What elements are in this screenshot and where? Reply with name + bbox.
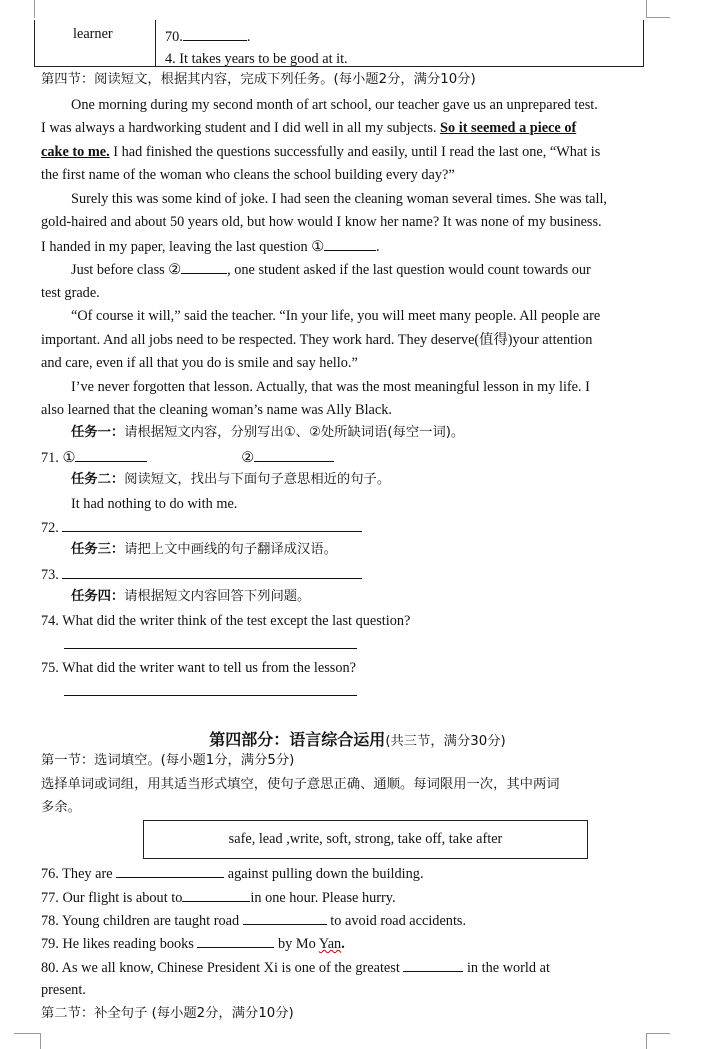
question-78: 78. Young children are taught road to avoid road accidents.	[41, 910, 466, 931]
crop-mark	[646, 0, 647, 18]
answer-blank[interactable]	[243, 910, 327, 925]
task-4-instruction: 任务四：请根据短文内容回答下列问题。	[71, 589, 311, 604]
crop-mark	[40, 1033, 41, 1049]
question-79: 79. He likes reading books by Mo Yan.	[41, 933, 345, 954]
part-4-title: 第四部分：语言综合运用(共三节，满分30分)	[209, 730, 506, 749]
answer-blank[interactable]	[75, 447, 147, 462]
answer-blank[interactable]	[183, 26, 247, 41]
crop-mark	[646, 17, 670, 18]
question-72: 72.	[41, 517, 362, 538]
question-73: 73.	[41, 564, 362, 585]
passage-line: gold-haired and about 50 years old, but how would I know her name? It was none of my business.	[41, 214, 602, 230]
passage-line: I’ve never forgotten that lesson. Actually, that was the most meaningful lesson in my life. I	[71, 379, 590, 395]
table-cell-right	[165, 26, 348, 70]
passage-line: “Of course it will,” said the teacher. “In your life, you will meet many people. All people are	[71, 308, 601, 324]
question-70: 70. .	[165, 26, 348, 48]
section-header: 第四节：阅读短文，根据其内容，完成下列任务。(每小题2分，满分10分)	[41, 72, 476, 87]
table-item-4: 4. It takes years to be good at it.	[165, 51, 348, 67]
crop-mark	[646, 1033, 670, 1034]
task-2-sentence: It had nothing to do with me.	[71, 496, 238, 512]
passage-blank-2	[181, 259, 227, 274]
section-2-header: 第二节：补全句子 (每小题2分，满分10分)	[41, 1006, 294, 1021]
passage-line: and care, even if all that you do is smile and say hello.”	[41, 355, 358, 371]
question-71: 71. ① ②	[41, 447, 334, 468]
passage-line: I was always a hardworking student and I did well in all my subjects. So it seemed a piece of	[41, 120, 577, 136]
passage-blank-1	[324, 236, 376, 251]
instruction-line: 多余。	[41, 800, 81, 815]
task-1-instruction: 任务一：请根据短文内容，分别写出①、②处所缺词语(每空一词)。	[71, 425, 465, 440]
task-2-instruction: 任务二：阅读短文，找出与下面句子意思相近的句子。	[71, 472, 391, 487]
answer-table	[34, 20, 644, 67]
answer-line-75[interactable]	[64, 681, 357, 702]
passage-line: also learned that the cleaning woman’s name was Ally Black.	[41, 402, 392, 418]
passage-line: test grade.	[41, 285, 100, 301]
answer-blank[interactable]	[197, 933, 274, 948]
spellcheck-word: Yan	[318, 936, 342, 952]
task-3-instruction: 任务三：请把上文中画线的句子翻译成汉语。	[71, 542, 337, 557]
answer-blank[interactable]	[116, 863, 224, 878]
word-bank-box: safe, lead ,write, soft, strong, take off, take after	[143, 820, 588, 859]
question-77: 77. Our flight is about to in one hour. Please hurry.	[41, 887, 396, 908]
section-1-header: 第一节：选词填空。(每小题1分，满分5分)	[41, 753, 295, 768]
question-80-cont: present.	[41, 982, 86, 998]
underlined-sentence: cake to me.	[41, 144, 110, 160]
passage-line: One morning during my second month of art school, our teacher gave us an unprepared test.	[71, 97, 598, 113]
question-76: 76. They are against pulling down the building.	[41, 863, 424, 884]
underlined-sentence: So it seemed a piece of	[440, 120, 577, 136]
crop-mark	[646, 1033, 647, 1049]
passage-line: the first name of the woman who cleans the school building every day?”	[41, 167, 455, 183]
answer-blank[interactable]	[254, 447, 334, 462]
question-75: 75. What did the writer want to tell us from the lesson?	[41, 660, 356, 676]
answer-blank[interactable]	[403, 957, 463, 972]
answer-line-74[interactable]	[64, 634, 357, 655]
answer-blank[interactable]	[62, 564, 362, 579]
passage-line: I handed in my paper, leaving the last question ① .	[41, 236, 380, 257]
instruction-line: 选择单词或词组，用其适当形式填空，使句子意思正确、通顺。每词限用一次，其中两词	[41, 777, 560, 792]
crop-mark	[14, 1033, 41, 1034]
table-cell-label: learner	[73, 26, 113, 42]
table-cell-left	[35, 20, 156, 66]
answer-blank[interactable]	[182, 887, 250, 902]
question-80: 80. As we all know, Chinese President Xi is one of the greatest in the world at	[41, 957, 550, 978]
crop-mark	[34, 0, 35, 18]
question-74: 74. What did the writer think of the test except the last question?	[41, 613, 411, 629]
passage-line: Surely this was some kind of joke. I had seen the cleaning woman several times. She was tall,	[71, 191, 608, 207]
passage-line: cake to me. I had finished the questions successfully and easily, until I read the last one, “What is	[41, 144, 601, 160]
passage-line: important. And all jobs need to be respected. They work hard. They deserve(值得)your attention	[41, 332, 593, 348]
answer-blank[interactable]	[62, 517, 362, 532]
passage-line: Just before class ② , one student asked if the last question would count towards our	[71, 259, 591, 280]
